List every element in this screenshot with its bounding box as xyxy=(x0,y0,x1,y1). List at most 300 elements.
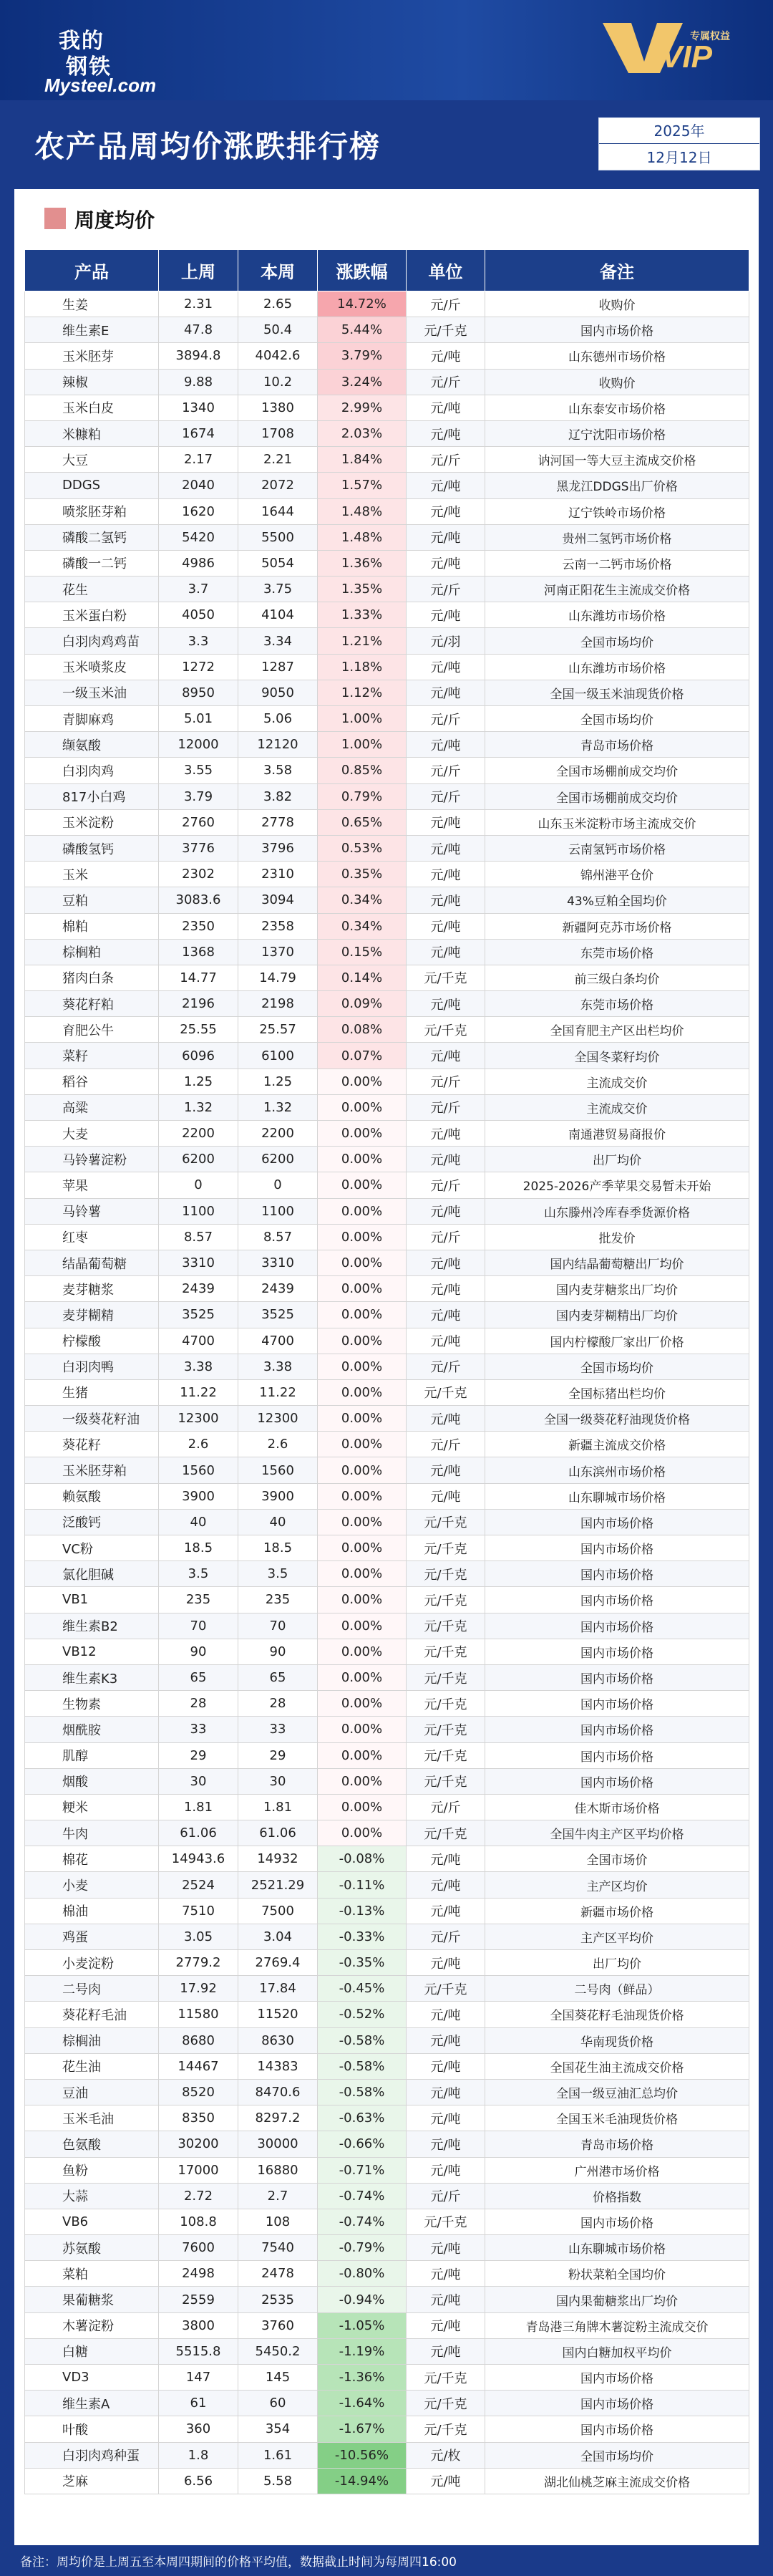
cell-change: 0.00% xyxy=(318,1768,407,1794)
cell-change: 0.34% xyxy=(318,913,407,939)
cell-note: 国内市场价格 xyxy=(485,1639,749,1664)
cell-change: 0.65% xyxy=(318,809,407,835)
cell-change: 0.00% xyxy=(318,1094,407,1120)
cell-last-week: 4986 xyxy=(159,550,238,576)
cell-note: 国内市场价格 xyxy=(485,2365,749,2391)
cell-change: -1.36% xyxy=(318,2365,407,2391)
cell-change: 0.00% xyxy=(318,1639,407,1664)
cell-note: 山东滕州冷库春季货源价格 xyxy=(485,1198,749,1224)
logo-chars xyxy=(59,29,112,80)
cell-last-week: 1620 xyxy=(159,498,238,524)
table-row xyxy=(25,913,749,939)
cell-last-week: 61 xyxy=(159,2391,238,2416)
cell-product: 菜籽 xyxy=(25,1043,159,1068)
cell-note: 新疆阿克苏市场价格 xyxy=(485,913,749,939)
cell-change: -0.13% xyxy=(318,1898,407,1924)
table-row xyxy=(25,2027,749,2053)
cell-this-week: 2.7 xyxy=(238,2183,318,2209)
table-row xyxy=(25,1691,749,1717)
table-row xyxy=(25,1250,749,1275)
vip-badge[interactable] xyxy=(600,19,736,76)
cell-unit: 元/吨 xyxy=(407,862,485,887)
cell-last-week: 11.22 xyxy=(159,1379,238,1405)
table-row xyxy=(25,2442,749,2468)
cell-change: -0.66% xyxy=(318,2131,407,2157)
cell-last-week: 2524 xyxy=(159,1872,238,1898)
cell-change: 0.00% xyxy=(318,1198,407,1224)
table-row xyxy=(25,1068,749,1094)
cell-unit: 元/吨 xyxy=(407,1198,485,1224)
price-table xyxy=(24,249,749,2494)
cell-note: 全国市场棚前成交均价 xyxy=(485,783,749,809)
cell-last-week: 2302 xyxy=(159,862,238,887)
cell-this-week: 16880 xyxy=(238,2157,318,2183)
cell-this-week: 7500 xyxy=(238,1898,318,1924)
col-header-note: 备注 xyxy=(485,250,749,291)
cell-last-week: 25.55 xyxy=(159,1017,238,1043)
cell-this-week: 70 xyxy=(238,1613,318,1639)
cell-note: 广州港市场价格 xyxy=(485,2157,749,2183)
cell-unit: 元/枚 xyxy=(407,2442,485,2468)
cell-product: 麦芽糖浆 xyxy=(25,1276,159,1302)
cell-this-week: 3796 xyxy=(238,835,318,861)
cell-this-week: 1708 xyxy=(238,420,318,446)
cell-product: 大豆 xyxy=(25,447,159,473)
mysteel-logo[interactable] xyxy=(44,16,157,96)
cell-last-week: 90 xyxy=(159,1639,238,1664)
cell-product: 花生 xyxy=(25,577,159,602)
cell-this-week: 1.32 xyxy=(238,1094,318,1120)
cell-unit: 元/千克 xyxy=(407,1664,485,1690)
cell-this-week: 3094 xyxy=(238,887,318,913)
cell-note: 国内市场价格 xyxy=(485,2209,749,2234)
cell-product: 玉米白皮 xyxy=(25,395,159,420)
cell-product: 玉米毛油 xyxy=(25,2105,159,2131)
cell-unit: 元/千克 xyxy=(407,1561,485,1587)
cell-unit: 元/吨 xyxy=(407,732,485,758)
cell-this-week: 354 xyxy=(238,2416,318,2442)
cell-last-week: 2760 xyxy=(159,809,238,835)
cell-last-week: 3.38 xyxy=(159,1354,238,1379)
cell-this-week: 3760 xyxy=(238,2312,318,2338)
cell-note: 全国一级葵花籽油现货价格 xyxy=(485,1406,749,1432)
cell-unit: 元/千克 xyxy=(407,2416,485,2442)
top-band xyxy=(0,0,773,100)
cell-note: 全国市场均价 xyxy=(485,628,749,654)
cell-product: 白糖 xyxy=(25,2338,159,2364)
table-row xyxy=(25,835,749,861)
cell-unit: 元/吨 xyxy=(407,1276,485,1302)
cell-this-week: 1380 xyxy=(238,395,318,420)
cell-product: 麦芽糊精 xyxy=(25,1302,159,1328)
cell-note: 国内市场价格 xyxy=(485,1742,749,1768)
cell-product: 红枣 xyxy=(25,1224,159,1250)
cell-last-week: 3.79 xyxy=(159,783,238,809)
cell-unit: 元/千克 xyxy=(407,1535,485,1561)
cell-unit: 元/吨 xyxy=(407,835,485,861)
cell-product: 苏氨酸 xyxy=(25,2235,159,2261)
table-row xyxy=(25,2079,749,2105)
cell-last-week: 2559 xyxy=(159,2287,238,2312)
table-row xyxy=(25,1121,749,1147)
cell-product: 缬氨酸 xyxy=(25,732,159,758)
cell-note: 辽宁沈阳市场价格 xyxy=(485,420,749,446)
cell-unit: 元/斤 xyxy=(407,1068,485,1094)
cell-product: 结晶葡萄糖 xyxy=(25,1250,159,1275)
cell-change: -0.11% xyxy=(318,1872,407,1898)
cell-unit: 元/吨 xyxy=(407,420,485,446)
table-row xyxy=(25,887,749,913)
table-row xyxy=(25,2183,749,2209)
cell-this-week: 40 xyxy=(238,1509,318,1535)
cell-note: 主流成交价 xyxy=(485,1094,749,1120)
cell-last-week: 6096 xyxy=(159,1043,238,1068)
cell-last-week: 18.5 xyxy=(159,1535,238,1561)
table-row xyxy=(25,577,749,602)
cell-product: 生物素 xyxy=(25,1691,159,1717)
col-header-unit: 单位 xyxy=(407,250,485,291)
cell-last-week: 235 xyxy=(159,1587,238,1613)
cell-last-week: 5515.8 xyxy=(159,2338,238,2364)
cell-this-week: 2072 xyxy=(238,473,318,498)
page-title: 农产品周均价涨跌排行榜 xyxy=(34,129,381,164)
cell-product: 棕榈粕 xyxy=(25,939,159,965)
cell-change: 1.48% xyxy=(318,498,407,524)
cell-change: -1.67% xyxy=(318,2416,407,2442)
cell-change: 0.00% xyxy=(318,1250,407,1275)
cell-note: 国内麦芽糊精出厂均价 xyxy=(485,1302,749,1328)
table-row xyxy=(25,1483,749,1509)
col-header-product: 产品 xyxy=(25,250,159,291)
cell-last-week: 1560 xyxy=(159,1457,238,1483)
cell-unit: 元/千克 xyxy=(407,1587,485,1613)
cell-change: 1.35% xyxy=(318,577,407,602)
cell-last-week: 2439 xyxy=(159,1276,238,1302)
cell-product: 花生油 xyxy=(25,2053,159,2079)
cell-product: 青脚麻鸡 xyxy=(25,706,159,732)
cell-this-week: 2.6 xyxy=(238,1432,318,1457)
cell-last-week: 14.77 xyxy=(159,965,238,990)
cell-product: 生猪 xyxy=(25,1379,159,1405)
cell-note: 国内结晶葡萄糖出厂均价 xyxy=(485,1250,749,1275)
cell-change: 0.08% xyxy=(318,1017,407,1043)
cell-unit: 元/吨 xyxy=(407,680,485,705)
vip-text: VIP xyxy=(661,39,712,74)
cell-this-week: 2778 xyxy=(238,809,318,835)
cell-note: 山东玉米淀粉市场主流成交价 xyxy=(485,809,749,835)
cell-note: 主产区均价 xyxy=(485,1872,749,1898)
cell-last-week: 5420 xyxy=(159,524,238,550)
cell-unit: 元/吨 xyxy=(407,1121,485,1147)
cell-note: 东莞市场价格 xyxy=(485,991,749,1017)
table-row xyxy=(25,1742,749,1768)
cell-change: 5.44% xyxy=(318,317,407,343)
cell-last-week: 6200 xyxy=(159,1147,238,1172)
cell-unit: 元/吨 xyxy=(407,2002,485,2027)
cell-this-week: 60 xyxy=(238,2391,318,2416)
vip-icon xyxy=(600,19,736,76)
cell-this-week: 5450.2 xyxy=(238,2338,318,2364)
table-row xyxy=(25,2365,749,2391)
cell-change: 1.36% xyxy=(318,550,407,576)
cell-product: 磷酸氢钙 xyxy=(25,835,159,861)
cell-last-week: 3.3 xyxy=(159,628,238,654)
cell-note: 山东聊城市场价格 xyxy=(485,2235,749,2261)
cell-change: 0.00% xyxy=(318,1302,407,1328)
cell-note: 讷河国一等大豆主流成交价格 xyxy=(485,447,749,473)
cell-unit: 元/千克 xyxy=(407,1509,485,1535)
table-row xyxy=(25,1432,749,1457)
cell-last-week: 3894.8 xyxy=(159,343,238,369)
cell-note: 全国葵花籽毛油现货价格 xyxy=(485,2002,749,2027)
table-row xyxy=(25,2209,749,2234)
cell-change: 0.00% xyxy=(318,1509,407,1535)
table-row xyxy=(25,1094,749,1120)
cell-last-week: 108.8 xyxy=(159,2209,238,2234)
cell-note: 全国标猪出栏均价 xyxy=(485,1379,749,1405)
cell-note: 主产区平均价 xyxy=(485,1924,749,1949)
table-row xyxy=(25,2261,749,2287)
cell-product: 肌醇 xyxy=(25,1742,159,1768)
cell-change: 0.00% xyxy=(318,1794,407,1820)
cell-product: 葵花籽粕 xyxy=(25,991,159,1017)
cell-unit: 元/吨 xyxy=(407,524,485,550)
cell-last-week: 61.06 xyxy=(159,1820,238,1846)
cell-change: 0.00% xyxy=(318,1406,407,1432)
cell-change: 0.34% xyxy=(318,887,407,913)
cell-product: 果葡糖浆 xyxy=(25,2287,159,2312)
cell-product: 芝麻 xyxy=(25,2468,159,2494)
table-row xyxy=(25,1043,749,1068)
cell-unit: 元/吨 xyxy=(407,2235,485,2261)
cell-note: 全国一级玉米油现货价格 xyxy=(485,680,749,705)
cell-last-week: 2350 xyxy=(159,913,238,939)
cell-note: 2025-2026产季苹果交易暂未开始 xyxy=(485,1172,749,1198)
cell-note: 全国育肥主产区出栏均价 xyxy=(485,1017,749,1043)
table-row xyxy=(25,524,749,550)
table-row xyxy=(25,473,749,498)
cell-product: 豆粕 xyxy=(25,887,159,913)
cell-note: 全国玉米毛油现货价格 xyxy=(485,2105,749,2131)
cell-product: 米糠粕 xyxy=(25,420,159,446)
cell-note: 全国市场均价 xyxy=(485,2442,749,2468)
cell-product: 豆油 xyxy=(25,2079,159,2105)
cell-unit: 元/吨 xyxy=(407,1302,485,1328)
cell-this-week: 1644 xyxy=(238,498,318,524)
cell-this-week: 1287 xyxy=(238,654,318,680)
title-band xyxy=(0,107,773,179)
cell-product: 牛肉 xyxy=(25,1820,159,1846)
table-row xyxy=(25,1379,749,1405)
cell-change: 0.35% xyxy=(318,862,407,887)
date-year: 2025年 xyxy=(599,118,759,144)
table-row xyxy=(25,1406,749,1432)
cell-this-week: 12300 xyxy=(238,1406,318,1432)
cell-change: 0.00% xyxy=(318,1691,407,1717)
cell-product: VB1 xyxy=(25,1587,159,1613)
cell-this-week: 7540 xyxy=(238,2235,318,2261)
cell-note: 青岛市场价格 xyxy=(485,2131,749,2157)
cell-product: 玉米 xyxy=(25,862,159,887)
cell-last-week: 29 xyxy=(159,1742,238,1768)
cell-last-week: 2498 xyxy=(159,2261,238,2287)
cell-change: -0.08% xyxy=(318,1846,407,1872)
cell-product: 维生素E xyxy=(25,317,159,343)
cell-note: 国内市场价格 xyxy=(485,1768,749,1794)
table-row xyxy=(25,1017,749,1043)
cell-note: 山东潍坊市场价格 xyxy=(485,654,749,680)
cell-last-week: 2.6 xyxy=(159,1432,238,1457)
cell-note: 云南一二钙市场价格 xyxy=(485,550,749,576)
table-row xyxy=(25,1457,749,1483)
cell-unit: 元/吨 xyxy=(407,809,485,835)
cell-note: 云南氢钙市场价格 xyxy=(485,835,749,861)
cell-unit: 元/斤 xyxy=(407,2183,485,2209)
vip-sub-label: 专属权益 xyxy=(690,31,730,42)
cell-product: 粳米 xyxy=(25,1794,159,1820)
cell-unit: 元/吨 xyxy=(407,1147,485,1172)
cell-unit: 元/斤 xyxy=(407,1432,485,1457)
cell-change: 0.00% xyxy=(318,1742,407,1768)
cell-product: 育肥公牛 xyxy=(25,1017,159,1043)
cell-this-week: 3.38 xyxy=(238,1354,318,1379)
cell-last-week: 8520 xyxy=(159,2079,238,2105)
cell-note: 国内市场价格 xyxy=(485,1561,749,1587)
table-row xyxy=(25,1794,749,1820)
cell-unit: 元/吨 xyxy=(407,991,485,1017)
cell-change: 0.00% xyxy=(318,1432,407,1457)
cell-product: 玉米淀粉 xyxy=(25,809,159,835)
cell-note: 辽宁铁岭市场价格 xyxy=(485,498,749,524)
cell-this-week: 2769.4 xyxy=(238,1950,318,1976)
cell-product: 大麦 xyxy=(25,1121,159,1147)
cell-this-week: 3.5 xyxy=(238,1561,318,1587)
cell-change: 0.00% xyxy=(318,1068,407,1094)
cell-product: 叶酸 xyxy=(25,2416,159,2442)
cell-change: -0.74% xyxy=(318,2209,407,2234)
cell-this-week: 5054 xyxy=(238,550,318,576)
cell-unit: 元/吨 xyxy=(407,2287,485,2312)
cell-unit: 元/斤 xyxy=(407,447,485,473)
cell-this-week: 3.58 xyxy=(238,758,318,783)
cell-last-week: 360 xyxy=(159,2416,238,2442)
table-row xyxy=(25,343,749,369)
table-row xyxy=(25,680,749,705)
cell-unit: 元/吨 xyxy=(407,395,485,420)
cell-note: 山东德州市场价格 xyxy=(485,343,749,369)
cell-last-week: 7600 xyxy=(159,2235,238,2261)
cell-last-week: 1100 xyxy=(159,1198,238,1224)
table-row xyxy=(25,1224,749,1250)
cell-this-week: 2358 xyxy=(238,913,318,939)
cell-last-week: 30 xyxy=(159,1768,238,1794)
cell-change: 0.00% xyxy=(318,1613,407,1639)
cell-last-week: 8350 xyxy=(159,2105,238,2131)
cell-unit: 元/千克 xyxy=(407,1379,485,1405)
cell-note: 山东滨州市场价格 xyxy=(485,1457,749,1483)
table-row xyxy=(25,420,749,446)
cell-last-week: 3800 xyxy=(159,2312,238,2338)
table-row xyxy=(25,2002,749,2027)
cell-unit: 元/千克 xyxy=(407,317,485,343)
cell-change: 0.00% xyxy=(318,1379,407,1405)
cell-product: 葵花籽 xyxy=(25,1432,159,1457)
cell-product: 稻谷 xyxy=(25,1068,159,1094)
cell-unit: 元/斤 xyxy=(407,291,485,317)
cell-last-week: 3.5 xyxy=(159,1561,238,1587)
cell-this-week: 2198 xyxy=(238,991,318,1017)
cell-product: 泛酸钙 xyxy=(25,1509,159,1535)
cell-last-week: 2.17 xyxy=(159,447,238,473)
cell-unit: 元/千克 xyxy=(407,1639,485,1664)
cell-this-week: 25.57 xyxy=(238,1017,318,1043)
table-row xyxy=(25,1354,749,1379)
table-row xyxy=(25,1924,749,1949)
cell-product: 猪肉白条 xyxy=(25,965,159,990)
cell-change: -0.79% xyxy=(318,2235,407,2261)
cell-unit: 元/斤 xyxy=(407,1172,485,1198)
cell-unit: 元/千克 xyxy=(407,1768,485,1794)
cell-unit: 元/千克 xyxy=(407,2365,485,2391)
cell-last-week: 28 xyxy=(159,1691,238,1717)
cell-this-week: 1.61 xyxy=(238,2442,318,2468)
cell-last-week: 17.92 xyxy=(159,1976,238,2002)
cell-note: 黑龙江DDGS出厂价格 xyxy=(485,473,749,498)
cell-note: 国内市场价格 xyxy=(485,2416,749,2442)
cell-unit: 元/吨 xyxy=(407,1872,485,1898)
table-row xyxy=(25,1302,749,1328)
cell-last-week: 3900 xyxy=(159,1483,238,1509)
cell-change: -14.94% xyxy=(318,2468,407,2494)
cell-unit: 元/千克 xyxy=(407,2391,485,2416)
table-row xyxy=(25,783,749,809)
table-row xyxy=(25,1172,749,1198)
cell-last-week: 14943.6 xyxy=(159,1846,238,1872)
cell-product: 棕榈油 xyxy=(25,2027,159,2053)
cell-unit: 元/吨 xyxy=(407,913,485,939)
table-row xyxy=(25,628,749,654)
table-row xyxy=(25,550,749,576)
table-row xyxy=(25,1976,749,2002)
cell-last-week: 8.57 xyxy=(159,1224,238,1250)
table-row xyxy=(25,2053,749,2079)
cell-unit: 元/斤 xyxy=(407,1354,485,1379)
cell-product: 白羽肉鸡 xyxy=(25,758,159,783)
cell-note: 收购价 xyxy=(485,369,749,395)
cell-unit: 元/千克 xyxy=(407,1017,485,1043)
table-row xyxy=(25,1587,749,1613)
cell-change: -0.94% xyxy=(318,2287,407,2312)
cell-change: -0.58% xyxy=(318,2027,407,2053)
cell-unit: 元/千克 xyxy=(407,1717,485,1742)
cell-unit: 元/吨 xyxy=(407,2261,485,2287)
cell-last-week: 33 xyxy=(159,1717,238,1742)
cell-this-week: 2.21 xyxy=(238,447,318,473)
cell-note: 佳木斯市场价格 xyxy=(485,1794,749,1820)
cell-note: 国内市场价格 xyxy=(485,1613,749,1639)
cell-this-week: 14932 xyxy=(238,1846,318,1872)
cell-note: 国内市场价格 xyxy=(485,317,749,343)
table-row xyxy=(25,1276,749,1302)
cell-product: 大蒜 xyxy=(25,2183,159,2209)
cell-product: 小麦淀粉 xyxy=(25,1950,159,1976)
cell-unit: 元/斤 xyxy=(407,706,485,732)
cell-last-week: 40 xyxy=(159,1509,238,1535)
cell-this-week: 4042.6 xyxy=(238,343,318,369)
cell-change: -1.05% xyxy=(318,2312,407,2338)
cell-this-week: 11520 xyxy=(238,2002,318,2027)
cell-last-week: 8680 xyxy=(159,2027,238,2053)
